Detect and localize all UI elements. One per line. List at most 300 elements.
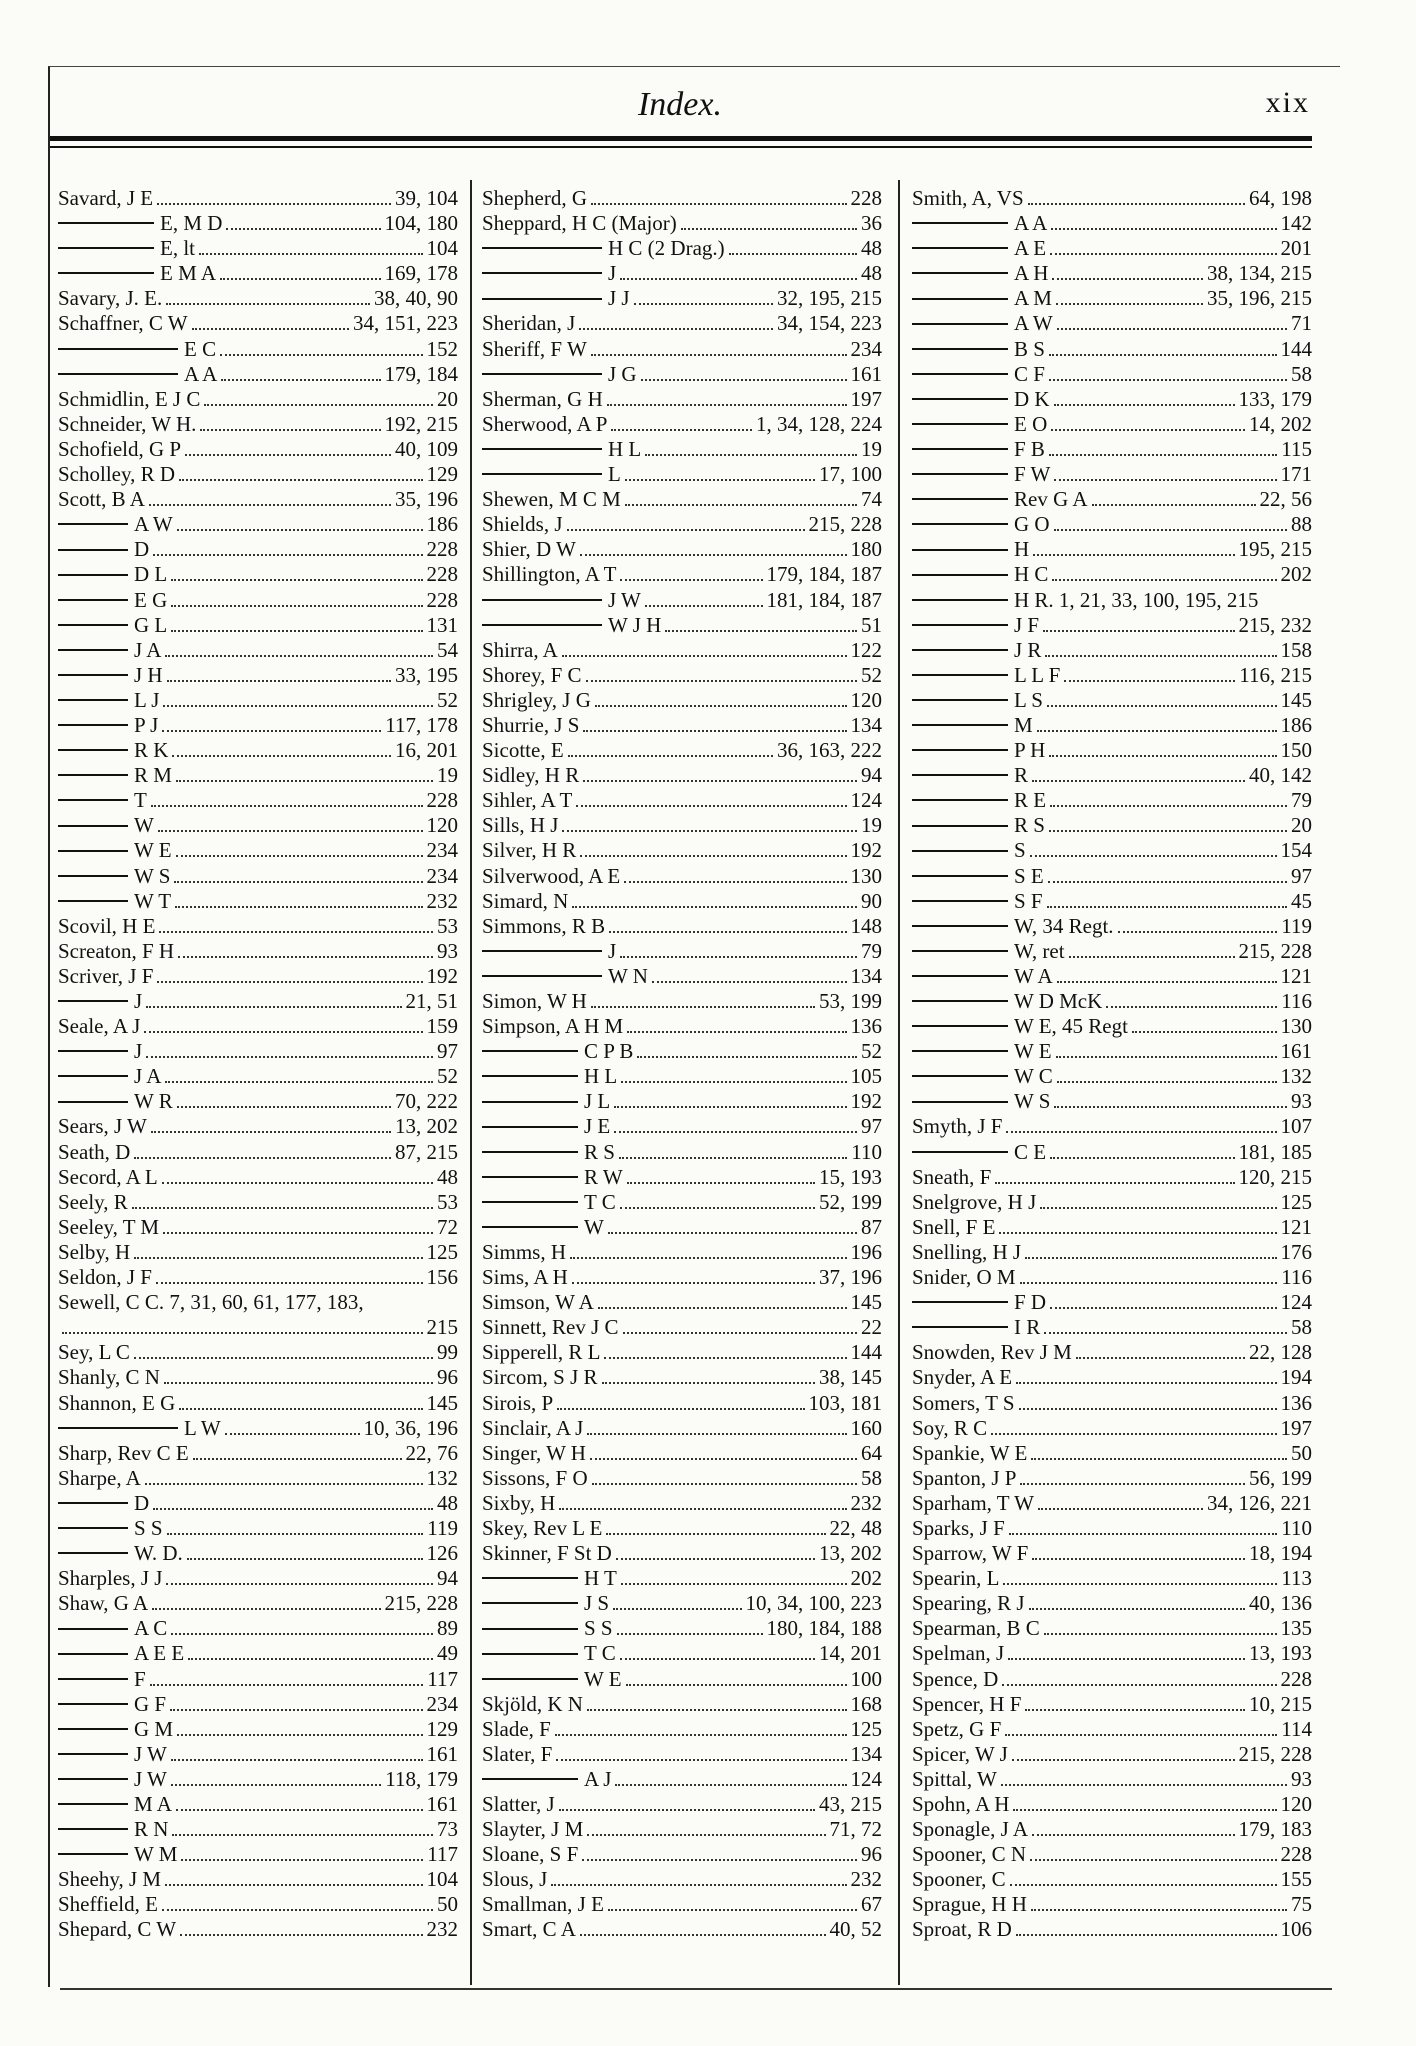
dot-leader [177,1092,391,1108]
entry-name-text: R W [584,1164,623,1189]
dot-leader [1016,1368,1276,1384]
index-entry [58,1817,458,1842]
ditto-dash [912,373,1008,375]
dot-leader [1009,1519,1277,1535]
entry-name-text: Shannon, E G [58,1390,176,1415]
dot-leader [586,666,857,682]
entry-pages: 116, 215 [1239,662,1312,687]
entry-pages: 33, 195 [395,662,458,687]
index-entry [58,1265,458,1290]
dot-leader [177,1720,422,1736]
entry-name [482,311,575,336]
entry-pages: 53 [437,1189,458,1214]
entry-name [482,1315,619,1340]
dot-leader [591,189,847,205]
dot-leader [995,1168,1234,1184]
entry-name [482,1491,555,1516]
dot-leader [583,716,846,732]
entry-name [912,387,1050,412]
entry-pages: 13, 202 [819,1541,882,1566]
entry-pages: 96 [437,1365,458,1390]
index-entry [58,286,458,311]
dot-leader [153,1494,433,1510]
entry-pages: 215, 228 [384,1591,458,1616]
ditto-dash [482,1602,578,1604]
entry-pages: 58 [1291,361,1312,386]
entry-name-text: Snell, F E [912,1214,996,1239]
dot-leader [204,390,433,406]
index-entry [482,1767,882,1792]
dot-leader [171,565,422,581]
entry-name [58,261,216,286]
entry-name [912,1064,1053,1089]
entry-pages: 56, 199 [1249,1465,1312,1490]
entry-name [58,1466,141,1491]
entry-name [482,989,587,1014]
entry-name-text: A W [1014,311,1053,336]
dot-leader [1025,1243,1276,1259]
index-entry [58,613,458,638]
entry-name [912,1491,1034,1516]
entry-pages: 15, 193 [819,1164,882,1189]
entry-name-text: W E, 45 Regt [1014,1014,1128,1039]
entry-pages: 119 [1281,913,1312,938]
index-entry [482,512,882,537]
entry-pages: 94 [861,763,882,788]
entry-name-text: G F [134,1691,167,1716]
entry-name [912,1842,1026,1867]
entry-name [912,1516,1005,1541]
entry-pages: 38, 134, 215 [1207,261,1312,286]
entry-pages: 50 [1291,1440,1312,1465]
dot-leader [609,917,846,933]
ditto-dash [58,1101,128,1103]
dot-leader [176,766,433,782]
index-entry [58,562,458,587]
entry-name [482,412,607,437]
entry-name-text: D [134,537,150,562]
ditto-dash [912,674,1008,676]
dot-leader [171,1745,423,1761]
dot-leader [1047,892,1287,908]
entry-pages: 228 [1280,1842,1312,1867]
ditto-dash [912,574,1008,576]
index-entry [482,1039,882,1064]
ditto-dash [912,875,1008,877]
dot-leader [652,967,847,983]
entry-name-text: Spearin, L [912,1566,1000,1591]
entry-name [912,939,1065,964]
entry-name [482,1365,598,1390]
entry-name [58,311,188,336]
entry-name-text: D L [134,562,168,587]
entry-name [58,487,145,512]
entry-name-text: A C [134,1616,168,1641]
entry-pages: 179, 184, 187 [766,562,882,587]
entry-name-text: F W [1014,462,1051,487]
entry-name [58,1817,168,1842]
entry-name [482,813,558,838]
entry-pages: 89 [437,1616,458,1641]
entry-name [482,613,661,638]
index-entry [58,788,458,813]
ditto-dash [482,1126,578,1128]
dot-leader [611,415,752,431]
entry-name-text: F D [1014,1290,1047,1315]
ditto-dash [912,699,1008,701]
entry-name [58,537,149,562]
entry-pages: 228 [850,186,882,210]
entry-pages: 134 [850,1741,882,1766]
entry-name-text: Sidley, H R [482,763,580,788]
dot-leader [163,1218,433,1234]
index-entry [482,1591,882,1616]
dot-leader [187,1544,423,1560]
entry-name-text: E M A [160,261,217,286]
dot-leader [627,1168,815,1184]
entry-name-text: Shepherd, G [482,186,587,210]
dot-leader [645,440,857,456]
ditto-dash [482,1628,578,1630]
entry-name [58,638,161,663]
entry-name [58,1867,161,1892]
entry-name [482,688,591,713]
entry-name [58,1591,148,1616]
dot-leader [178,942,433,958]
entry-name-text: Skinner, F St D [482,1541,612,1566]
entry-name [482,286,630,311]
index-entry [912,1466,1312,1491]
ditto-dash [912,1326,1008,1328]
index-entry [482,462,882,487]
index-entry [58,638,458,663]
entry-name [482,1140,615,1165]
entry-pages: 186 [426,512,458,537]
entry-pages: 131 [426,612,458,637]
index-entry [912,1867,1312,1892]
entry-name [912,1240,1021,1265]
entry-name [58,1917,176,1942]
entry-name [482,362,637,387]
entry-pages: 37, 196 [819,1265,882,1290]
entry-name [912,1416,987,1441]
entry-name-text: Spankie, W E [912,1440,1028,1465]
entry-name-text: J W [134,1766,167,1791]
dot-leader [192,314,349,330]
index-entry [912,1140,1312,1165]
entry-name-text: J W [608,587,641,612]
entry-name-text: Sinnett, Rev J C [482,1315,619,1340]
index-entry [58,537,458,562]
dot-leader [567,515,805,531]
index-entry [912,964,1312,989]
entry-pages: 130 [850,863,882,888]
entry-pages: 22 [861,1315,882,1340]
entry-name-text: T [134,788,147,813]
entry-name-text: J F [1014,612,1040,637]
entry-pages: 117 [427,1842,458,1867]
entry-name [912,1265,1016,1290]
entry-name-text: Rev G A [1014,487,1088,512]
entry-name-text: Sparks, J F [912,1515,1005,1540]
dot-leader [165,1870,422,1886]
entry-name-text: I R [1014,1315,1041,1340]
index-entry [58,1767,458,1792]
dot-leader [604,1343,846,1359]
entry-name [912,1717,1001,1742]
dot-leader [1032,766,1245,782]
entry-name [58,989,142,1014]
index-entry [482,387,882,412]
entry-pages: 20 [1291,813,1312,838]
entry-pages: 234 [426,863,458,888]
entry-pages: 93 [437,938,458,963]
entry-pages: 88 [1291,512,1312,537]
ditto-dash [912,423,1008,425]
entry-name [58,1667,146,1692]
index-entry [482,864,882,889]
entry-pages: 97 [1291,863,1312,888]
entry-name [912,462,1050,487]
index-entry [482,1315,882,1340]
entry-pages: 70, 222 [395,1089,458,1114]
index-entry [58,1215,458,1240]
ditto-dash [58,649,128,651]
index-entry [482,286,882,311]
dot-leader [729,239,857,255]
dot-leader [1049,741,1276,757]
dot-leader [1052,264,1203,280]
entry-pages: 136 [850,1014,882,1039]
dot-leader [591,340,847,356]
entry-pages: 159 [426,1014,458,1039]
entry-name [912,738,1045,763]
entry-name [482,1265,568,1290]
ditto-dash [482,1075,578,1077]
entry-name-text: L W [184,1415,221,1440]
entry-name [58,964,153,989]
entry-pages: 117 [427,1666,458,1691]
index-entry [58,838,458,863]
entry-name-text: W J H [608,612,662,637]
entry-pages: 72 [437,1214,458,1239]
dot-leader [1050,1293,1276,1309]
entry-name-text: Sparrow, W F [912,1541,1029,1566]
ditto-dash [912,975,1008,977]
index-entry [482,613,882,638]
entry-name [482,562,616,587]
entry-pages: 121 [1280,963,1312,988]
entry-name-text: A H [1014,261,1049,286]
entry-name [912,186,1024,211]
index-entry [482,186,882,211]
entry-name [912,1641,1004,1666]
index-entry [482,487,882,512]
entry-name-text: L [608,462,621,487]
dot-leader [625,465,815,481]
entry-pages: 105 [850,1064,882,1089]
dot-leader [134,1243,422,1259]
index-entry [482,1742,882,1767]
entry-name-text: A A [1014,211,1048,236]
entry-name-text: J R [1014,637,1042,662]
index-entry [912,286,1312,311]
dot-leader [1013,1795,1276,1811]
entry-name-text: L J [134,687,160,712]
entry-pages: 40, 136 [1249,1591,1312,1616]
ditto-dash [58,1753,128,1755]
entry-name-text: Schofield, G P [58,436,182,461]
dot-leader [999,1218,1276,1234]
dot-leader [572,1268,815,1284]
entry-name [912,1140,1046,1165]
entry-pages: 51 [861,612,882,637]
entry-name-text: W. D. [134,1541,183,1566]
index-entry [912,362,1312,387]
dot-leader [559,1795,815,1811]
dot-leader [580,540,847,556]
entry-pages: 156 [426,1265,458,1290]
ditto-dash [912,272,1008,274]
entry-name [482,1165,623,1190]
entry-pages: 73 [437,1817,458,1842]
index-entry [482,1466,882,1491]
ditto-dash [912,1000,1008,1002]
entry-pages: 134 [850,963,882,988]
entry-pages: 186 [1280,712,1312,737]
entry-name-text: Spooner, C [912,1867,1006,1892]
dot-leader [162,1895,433,1911]
index-entry [58,889,458,914]
ditto-dash [58,1653,128,1655]
index-entry [482,1165,882,1190]
dot-leader [595,691,847,707]
index-entry [482,1667,882,1692]
ditto-dash [58,1075,128,1077]
entry-pages: 10, 215 [1249,1691,1312,1716]
ditto-dash [58,1050,128,1052]
entry-name [482,1516,602,1541]
index-entry [482,838,882,863]
entry-name [482,537,576,562]
dot-leader [1045,641,1276,657]
entry-name [912,688,1043,713]
entry-name [912,1591,1025,1616]
ditto-dash [58,247,154,249]
dot-leader [62,1318,423,1334]
entry-name-text: W [584,1214,604,1239]
entry-pages: 232 [850,1490,882,1515]
entry-pages: 53 [437,913,458,938]
entry-name-text: Shepard, C W [58,1917,177,1942]
entry-name-text: W, ret [1014,938,1065,963]
entry-name [912,211,1047,236]
index-entry [912,462,1312,487]
entry-name-text: Seldon, J F [58,1265,152,1290]
entry-name [912,1441,1027,1466]
entry-name-text: J G [608,361,637,386]
entry-name-text: E C [184,336,217,361]
entry-pages: 19 [861,813,882,838]
dot-leader [1025,1695,1245,1711]
index-entry [482,261,882,286]
entry-name [912,487,1088,512]
entry-name-text: D K [1014,386,1050,411]
entry-name [482,1541,612,1566]
entry-pages: 155 [1280,1867,1312,1892]
entry-pages: 34, 126, 221 [1207,1490,1312,1515]
entry-name [482,788,572,813]
entry-name-text: Somers, T S [912,1390,1015,1415]
ditto-dash [482,1577,578,1579]
index-entry [482,813,882,838]
entry-name [912,713,1033,738]
entry-pages: 154 [1280,838,1312,863]
index-entry [482,1541,882,1566]
index-entry [58,387,458,412]
dot-leader [1051,214,1276,230]
entry-pages: 110 [851,1139,882,1164]
index-entry [912,1817,1312,1842]
index-entry [58,1064,458,1089]
entry-name [482,1566,617,1591]
index-entry [58,1491,458,1516]
entry-name-text: W R [134,1089,173,1114]
ditto-dash [482,1176,578,1178]
entry-name-text: Slatter, J [482,1792,555,1816]
index-entry [482,1792,882,1817]
entry-name-text: W M [134,1842,178,1867]
dot-leader [151,1117,391,1133]
index-entry [58,1616,458,1641]
entry-pages: 192 [850,838,882,863]
index-entry [482,1616,882,1641]
index-entry [482,914,882,939]
ditto-dash [58,348,178,350]
index-entry [482,1265,882,1290]
entry-name-text: H C (2 Drag.) [608,236,725,261]
dot-leader [645,591,763,607]
entry-pages: 117, 178 [385,712,458,737]
entry-name-text: J J [608,286,630,311]
entry-name-text: S S [134,1515,163,1540]
dot-leader [146,992,401,1008]
index-entry [58,337,458,362]
entry-name [58,211,222,236]
dot-leader [1054,515,1287,531]
dot-leader [179,1394,422,1410]
entry-name [912,1165,991,1190]
entry-name-text: H [1014,537,1030,562]
entry-name [58,1616,167,1641]
entry-pages: 202 [1280,562,1312,587]
dot-leader [1057,967,1277,983]
entry-pages: 35, 196, 215 [1207,286,1312,311]
dot-leader [163,691,433,707]
entry-name-text: Sherwood, A P [482,411,608,436]
entry-name-text: J [608,938,617,963]
dot-leader [220,264,380,280]
index-entry [58,1717,458,1742]
dot-leader [1003,1569,1277,1585]
dot-leader [617,1619,763,1635]
index-entry [912,412,1312,437]
entry-name [482,1190,616,1215]
index-entry [58,939,458,964]
entry-name [58,562,167,587]
entry-name [58,1416,221,1441]
index-entry [58,1792,458,1817]
